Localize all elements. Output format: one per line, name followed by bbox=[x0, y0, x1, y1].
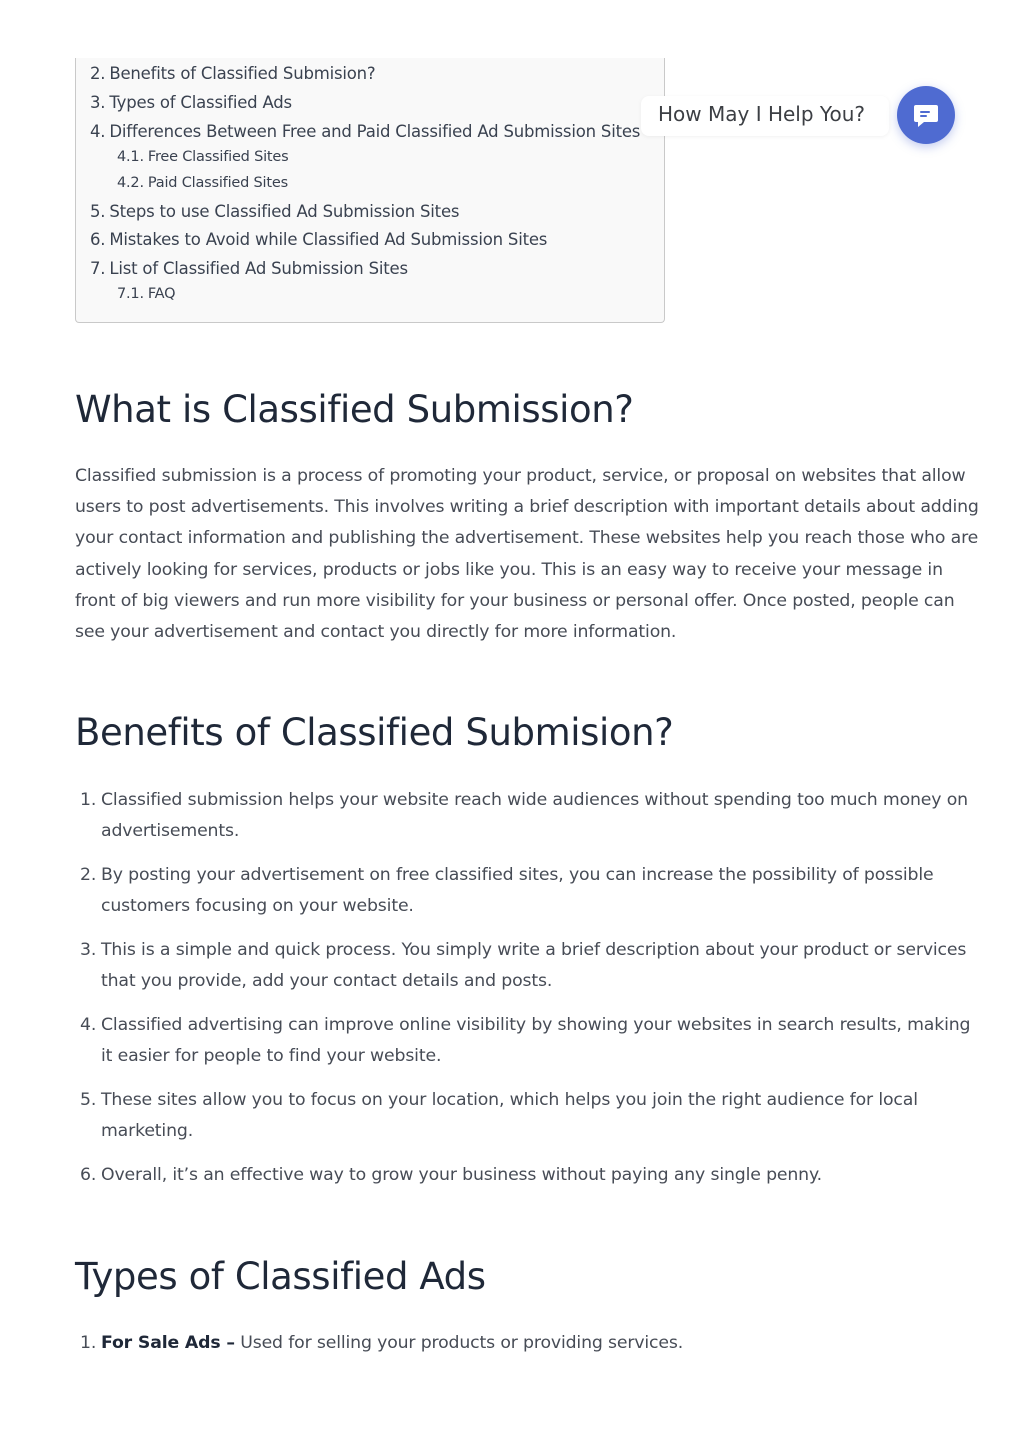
toc-item-differences[interactable]: 4. Differences Between Free and Paid Classified Ad Submission Sites bbox=[90, 122, 641, 141]
toc-item-faq[interactable]: 7.1. FAQ bbox=[117, 286, 176, 302]
toc-item-steps[interactable]: 5. Steps to use Classified Ad Submission Sites bbox=[90, 202, 460, 221]
section-paragraph-what-is: Classified submission is a process of promoting your product, service, or proposal on websites that allow users to post advertisements. This involves writing a brief description with important details about adding your contact information and publishing the advertisement. These websites help you reach those who are actively looking for services, products or jobs like you. This is an easy way to receive your message in front of big viewers and run more visibility for your business or personal offer. Once posted, people can see your advertisement and contact you directly for more information. bbox=[75, 466, 979, 643]
list-item: 5. These sites allow you to focus on your location, which helps you join the right audience for local marketing. bbox=[80, 1090, 918, 1141]
toc-item-types[interactable]: 3. Types of Classified Ads bbox=[90, 93, 292, 112]
section-heading-types: Types of Classified Ads bbox=[75, 1255, 486, 1298]
section-heading-benefits: Benefits of Classified Submision? bbox=[75, 711, 674, 754]
table-of-contents bbox=[75, 58, 665, 323]
toc-item-mistakes[interactable]: 6. Mistakes to Avoid while Classified Ad Submission Sites bbox=[90, 230, 548, 249]
list-item: 4. Classified advertising can improve online visibility by showing your websites in search results, making it easier for people to find your website. bbox=[80, 1015, 971, 1066]
section-heading-what-is: What is Classified Submission? bbox=[75, 388, 634, 431]
toc-item-benefits[interactable]: 2. Benefits of Classified Submision? bbox=[90, 64, 376, 83]
list-item: 3. This is a simple and quick process. You simply write a brief description about your product or services that you provide, add your contact details and posts. bbox=[80, 940, 967, 991]
list-item: 2. By posting your advertisement on free classified sites, you can increase the possibility of possible customers focusing on your website. bbox=[80, 865, 934, 916]
chat-prompt-bubble[interactable] bbox=[641, 96, 889, 136]
list-item-bold-label: For Sale Ads – bbox=[101, 1333, 235, 1353]
chat-open-button[interactable] bbox=[897, 86, 955, 144]
list-item: 6. Overall, it’s an effective way to grow your business without paying any single penny. bbox=[80, 1165, 822, 1185]
list-item: 1. For Sale Ads – Used for selling your products or providing services. bbox=[80, 1333, 684, 1353]
toc-item-free-sites[interactable]: 4.1. Free Classified Sites bbox=[117, 149, 289, 165]
chat-message-icon bbox=[912, 101, 940, 129]
toc-item-list[interactable]: 7. List of Classified Ad Submission Sites bbox=[90, 259, 408, 278]
chat-prompt-text: How May I Help You? bbox=[658, 102, 865, 126]
toc-item-paid-sites[interactable]: 4.2. Paid Classified Sites bbox=[117, 175, 288, 191]
list-item: 1. Classified submission helps your website reach wide audiences without spending too much money on advertisements. bbox=[80, 790, 968, 841]
